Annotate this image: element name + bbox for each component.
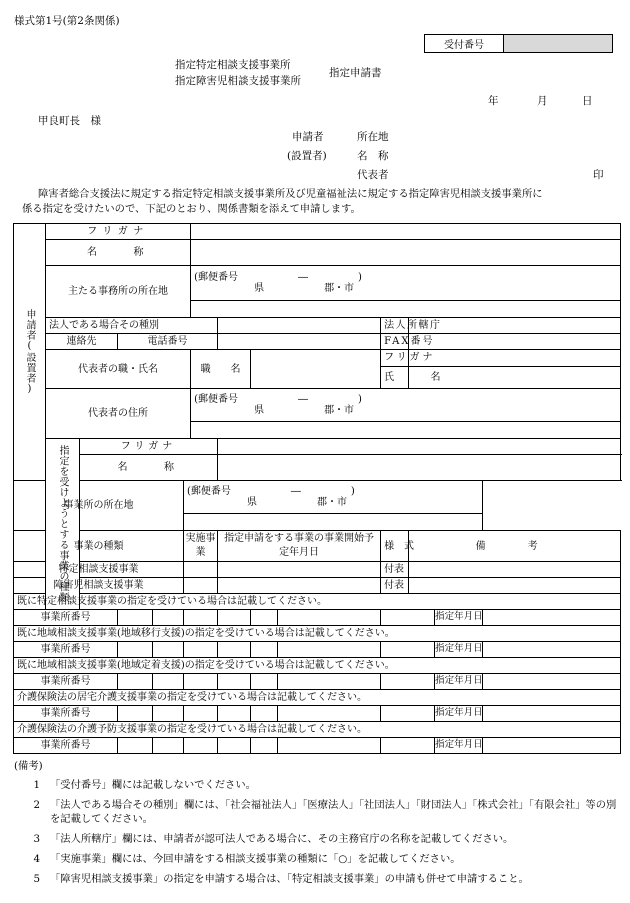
note-item: 3 「法人所轄庁」欄には、申請者が認可法人である場合に、その主務官庁の名称を記載してください。 bbox=[33, 833, 514, 845]
service-specific-form: 付表 bbox=[381, 562, 409, 578]
service-child-remarks[interactable] bbox=[409, 578, 621, 594]
start-date-header: 指定申請をする事業の事業開始予定年月日 bbox=[218, 531, 381, 562]
office-number-digit[interactable] bbox=[118, 674, 153, 690]
receipt-number-box bbox=[424, 34, 613, 53]
office-number-digit[interactable] bbox=[218, 706, 251, 722]
title-line-1: 指定特定相談支援事業所 bbox=[175, 59, 291, 71]
designation-date-field[interactable] bbox=[483, 642, 621, 658]
office-number-digit[interactable] bbox=[184, 642, 218, 658]
office-number-digit[interactable] bbox=[184, 738, 218, 754]
office-number-digit[interactable] bbox=[381, 706, 435, 722]
surname-name-label: 氏 名 bbox=[381, 366, 409, 388]
office-location-label: 事業所の所在地 bbox=[14, 481, 184, 531]
service-child-form: 付表 bbox=[381, 578, 409, 594]
office-furigana-field[interactable] bbox=[218, 439, 621, 455]
note-item: 4 「実施事業」欄には、今回申請をする相談支援事業の種類に「○」を記載してください。 bbox=[33, 853, 461, 865]
office-number-digit[interactable] bbox=[153, 706, 184, 722]
rep-furigana-label: フリガナ bbox=[381, 350, 409, 367]
office-number-digit[interactable] bbox=[118, 642, 153, 658]
note-regional-transition: 既に地域相談支援事業(地域移行支援)の指定を受けている場合は記載してください。 bbox=[14, 626, 621, 642]
office-number-digit[interactable] bbox=[184, 706, 218, 722]
main-office-label: 主たる事務所の所在地 bbox=[46, 266, 191, 318]
applicant-role-sub: (設置者) bbox=[287, 150, 327, 162]
office-name-label: 名 称 bbox=[80, 455, 218, 481]
title-label: 職 名 bbox=[191, 350, 251, 389]
section-service-label: 指定を受けようとする事業の種類 bbox=[46, 439, 80, 610]
service-child-date[interactable] bbox=[218, 578, 381, 594]
office-number-digit[interactable] bbox=[118, 610, 153, 626]
fax-field[interactable] bbox=[409, 334, 621, 350]
service-child-label: 障害児相談支援事業 bbox=[14, 578, 184, 594]
office-number-digit[interactable] bbox=[278, 610, 381, 626]
office-number-digit[interactable] bbox=[251, 738, 278, 754]
remarks-header: 備 考 bbox=[409, 531, 621, 562]
designation-date-field[interactable] bbox=[483, 674, 621, 690]
service-specific-impl[interactable] bbox=[184, 562, 218, 578]
office-number-digit[interactable] bbox=[251, 610, 278, 626]
note-item: 1 「受付番号」欄には記載しないでください。 bbox=[33, 779, 256, 791]
date-year: 年 bbox=[488, 95, 499, 107]
designation-date-label: 指定年月日 bbox=[435, 610, 483, 626]
office-number-digit[interactable] bbox=[251, 706, 278, 722]
service-specific-remarks[interactable] bbox=[409, 562, 621, 578]
note-home-care: 介護保険法の居宅介護支援事業の指定を受けている場合は記載してください。 bbox=[14, 690, 621, 706]
designation-date-label: 指定年月日 bbox=[435, 738, 483, 754]
office-number-digit[interactable] bbox=[153, 674, 184, 690]
office-number-digit[interactable] bbox=[381, 610, 435, 626]
office-number-digit[interactable] bbox=[153, 738, 184, 754]
office-number-digit[interactable] bbox=[278, 642, 381, 658]
fax-label: FAX番号 bbox=[381, 334, 409, 350]
corp-type-label: 法人である場合その種別 bbox=[46, 318, 218, 334]
office-number-digit[interactable] bbox=[218, 738, 251, 754]
furigana-field[interactable] bbox=[191, 224, 621, 240]
office-location-field-2[interactable] bbox=[184, 514, 483, 531]
furigana-label: フリガナ bbox=[46, 224, 191, 240]
main-office-field[interactable]: (郵便番号 ― ) 県 郡・市 bbox=[191, 266, 621, 301]
designation-date-label: 指定年月日 bbox=[435, 642, 483, 658]
contact-label: 連絡先 bbox=[46, 334, 118, 350]
main-office-field-2[interactable] bbox=[191, 301, 621, 318]
date-month: 月 bbox=[537, 95, 548, 107]
seal-mark: 印 bbox=[593, 169, 604, 181]
application-table bbox=[13, 223, 621, 754]
note-regional-settle: 既に地域相談支援事業(地域定着支援)の指定を受けている場合は記載してください。 bbox=[14, 658, 621, 674]
phone-field[interactable] bbox=[218, 334, 381, 350]
authority-label: 法人所轄庁 bbox=[381, 318, 409, 334]
intro-line-1: 障害者総合支援法に規定する指定特定相談支援事業所及び児童福祉法に規定する指定障害児相談支援事業所に bbox=[38, 188, 543, 200]
service-specific-label: 特定相談支援事業 bbox=[14, 562, 184, 578]
designation-date-field[interactable] bbox=[483, 610, 621, 626]
style-header: 様 式 bbox=[381, 531, 409, 562]
applicant-rep-label: 代表者 bbox=[357, 169, 389, 181]
title-suffix: 指定申請書 bbox=[329, 67, 382, 79]
office-number-label: 事業所番号 bbox=[14, 674, 118, 690]
addressee: 甲良町長 様 bbox=[38, 115, 101, 127]
section-applicant-label: 申請者(設置者) bbox=[14, 224, 46, 481]
notes-section bbox=[14, 757, 624, 892]
office-number-digit[interactable] bbox=[118, 738, 153, 754]
office-furigana-label: フリガナ bbox=[80, 439, 218, 455]
office-number-digit[interactable] bbox=[278, 738, 381, 754]
rep-title-name-label: 代表者の職・氏名 bbox=[46, 350, 191, 389]
designation-date-label: 指定年月日 bbox=[435, 706, 483, 722]
note-prevention: 介護保険法の介護予防支援事業の指定を受けている場合は記載してください。 bbox=[14, 722, 621, 738]
service-child-impl[interactable] bbox=[184, 578, 218, 594]
office-name-field[interactable] bbox=[218, 455, 621, 481]
office-number-digit[interactable] bbox=[381, 642, 435, 658]
office-number-label: 事業所番号 bbox=[14, 738, 118, 754]
office-number-digit[interactable] bbox=[218, 674, 251, 690]
office-number-digit[interactable] bbox=[381, 738, 435, 754]
intro-line-2: 係る指定を受けたいので、下記のとおり、関係書類を添えて申請します。 bbox=[22, 203, 361, 215]
office-number-digit[interactable] bbox=[278, 674, 381, 690]
designation-date-field[interactable] bbox=[483, 738, 621, 754]
form-number: 様式第1号(第2条関係) bbox=[14, 15, 120, 27]
service-specific-date[interactable] bbox=[218, 562, 381, 578]
office-number-digit[interactable] bbox=[218, 610, 251, 626]
office-number-digit[interactable] bbox=[381, 674, 435, 690]
office-number-digit[interactable] bbox=[184, 610, 218, 626]
office-number-digit[interactable] bbox=[153, 642, 184, 658]
office-number-label: 事業所番号 bbox=[14, 610, 118, 626]
corp-type-field[interactable] bbox=[218, 318, 381, 334]
rep-furigana-field[interactable] bbox=[409, 350, 621, 367]
applicant-role: 申請者 bbox=[292, 131, 324, 143]
applicant-name-label: 名 称 bbox=[357, 150, 389, 162]
office-number-digit[interactable] bbox=[218, 642, 251, 658]
phone-label: 電話番号 bbox=[118, 334, 218, 350]
designation-date-label: 指定年月日 bbox=[435, 674, 483, 690]
office-number-digit[interactable] bbox=[153, 610, 184, 626]
receipt-number-field[interactable] bbox=[504, 35, 612, 52]
title-line-2: 指定障害児相談支援事業所 bbox=[175, 75, 301, 87]
note-item: 5 「障害児相談支援事業」の指定を申請する場合は、「特定相談支援事業」の申請も併せて申請すること。 bbox=[33, 873, 529, 885]
office-number-digit[interactable] bbox=[278, 706, 381, 722]
intro-text bbox=[22, 187, 618, 217]
office-number-digit[interactable] bbox=[184, 674, 218, 690]
title-field[interactable] bbox=[251, 350, 381, 389]
rep-address-label: 代表者の住所 bbox=[46, 389, 191, 439]
note-item: 2 「法人である場合その種別」欄には、「社会福祉法人」「医療法人」「社団法人」「財団法人」「株式会社」「有限会社」等の別を記載してください。 bbox=[33, 799, 617, 825]
receipt-number-label: 受付番号 bbox=[425, 35, 504, 52]
rep-address-field-2[interactable] bbox=[191, 422, 621, 439]
service-type-header: 事業の種類 bbox=[14, 531, 184, 562]
date-day: 日 bbox=[582, 95, 593, 107]
office-number-label: 事業所番号 bbox=[14, 706, 118, 722]
office-number-digit[interactable] bbox=[251, 642, 278, 658]
office-number-digit[interactable] bbox=[251, 674, 278, 690]
office-location-field[interactable]: (郵便番号 ― ) 県 郡・市 bbox=[184, 481, 483, 514]
implementation-header: 実施事業 bbox=[184, 531, 218, 562]
rep-address-field[interactable]: (郵便番号 ― ) 県 郡・市 bbox=[191, 389, 621, 422]
designation-date-field[interactable] bbox=[483, 706, 621, 722]
office-number-label: 事業所番号 bbox=[14, 642, 118, 658]
name-label: 名 称 bbox=[46, 240, 191, 266]
name-field[interactable] bbox=[191, 240, 621, 266]
notes-heading: (備考) bbox=[14, 760, 43, 772]
note-specific: 既に特定相談支援事業の指定を受けている場合は記載してください。 bbox=[14, 594, 621, 610]
applicant-address-label: 所在地 bbox=[357, 131, 389, 143]
office-number-digit[interactable] bbox=[118, 706, 153, 722]
